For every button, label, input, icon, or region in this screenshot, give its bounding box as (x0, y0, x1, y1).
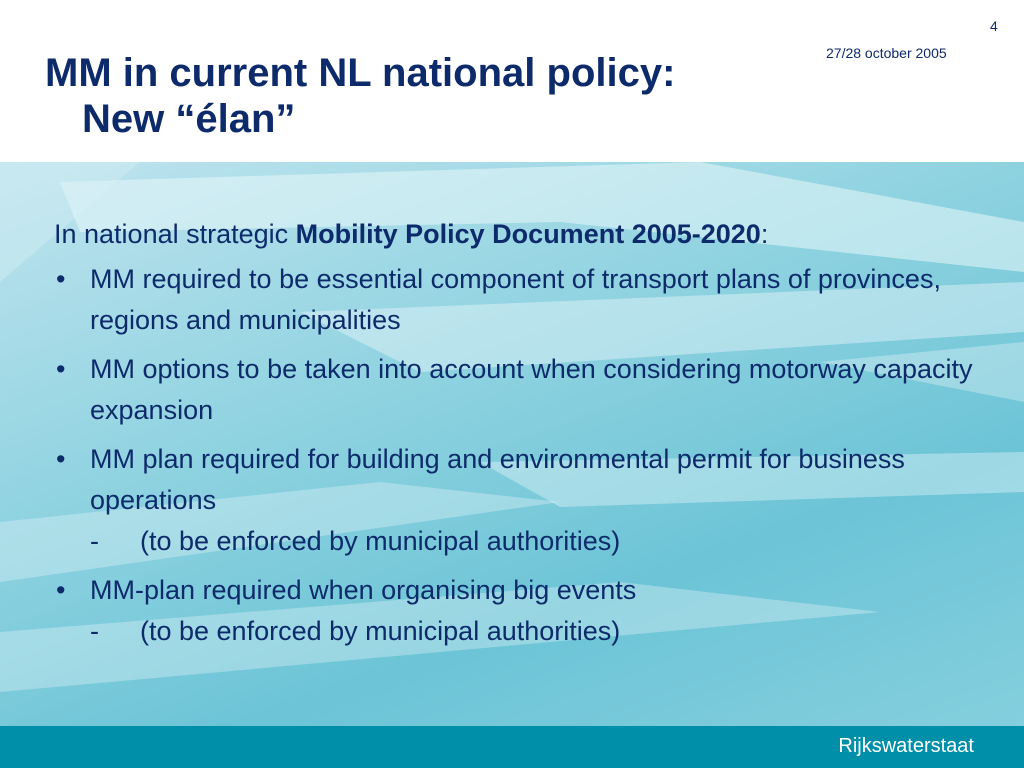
slide-body (54, 214, 984, 660)
presentation-date: 27/28 october 2005 (826, 45, 947, 61)
bullet-text: MM-plan required when organising big events (90, 575, 637, 605)
intro-suffix: : (760, 219, 769, 249)
sub-bullet-text: (to be enforced by municipal authorities) (140, 526, 621, 556)
bullet-text: MM required to be essential component of transport plans of provinces, regions and municipalities (90, 264, 941, 335)
bullet-text: MM options to be taken into account when considering motorway capacity expansion (90, 354, 973, 425)
bullet-marker: • (56, 264, 66, 294)
sub-bullet-dash: - (90, 616, 99, 646)
sub-bullet-dash: - (90, 526, 99, 556)
bullet-marker: • (56, 575, 66, 605)
bullet-item (54, 570, 984, 652)
sub-bullet (90, 611, 984, 652)
bullet-list (54, 259, 984, 652)
slide-header (0, 0, 1024, 162)
rijkswaterstaat-logo-text: Rijkswaterstaat (838, 735, 974, 757)
bullet-marker: • (56, 444, 66, 474)
page-number: 4 (990, 18, 998, 34)
bullet-marker: • (56, 354, 66, 384)
footer-bar (0, 726, 1024, 768)
intro-prefix: In national strategic (54, 219, 296, 249)
bullet-text: MM plan required for building and environmental permit for business operations (90, 444, 905, 515)
title-line-2: New “élan” (82, 97, 296, 141)
sub-bullet (90, 521, 984, 562)
slide-title (45, 50, 675, 142)
bullet-item (54, 349, 984, 431)
sub-bullet-text: (to be enforced by municipal authorities) (140, 616, 621, 646)
policy-document-name: Mobility Policy Document 2005-2020 (295, 219, 761, 249)
title-line-1: MM in current NL national policy: (45, 51, 676, 95)
bullet-item (54, 259, 984, 341)
bullet-item (54, 439, 984, 562)
intro-line (54, 214, 984, 255)
